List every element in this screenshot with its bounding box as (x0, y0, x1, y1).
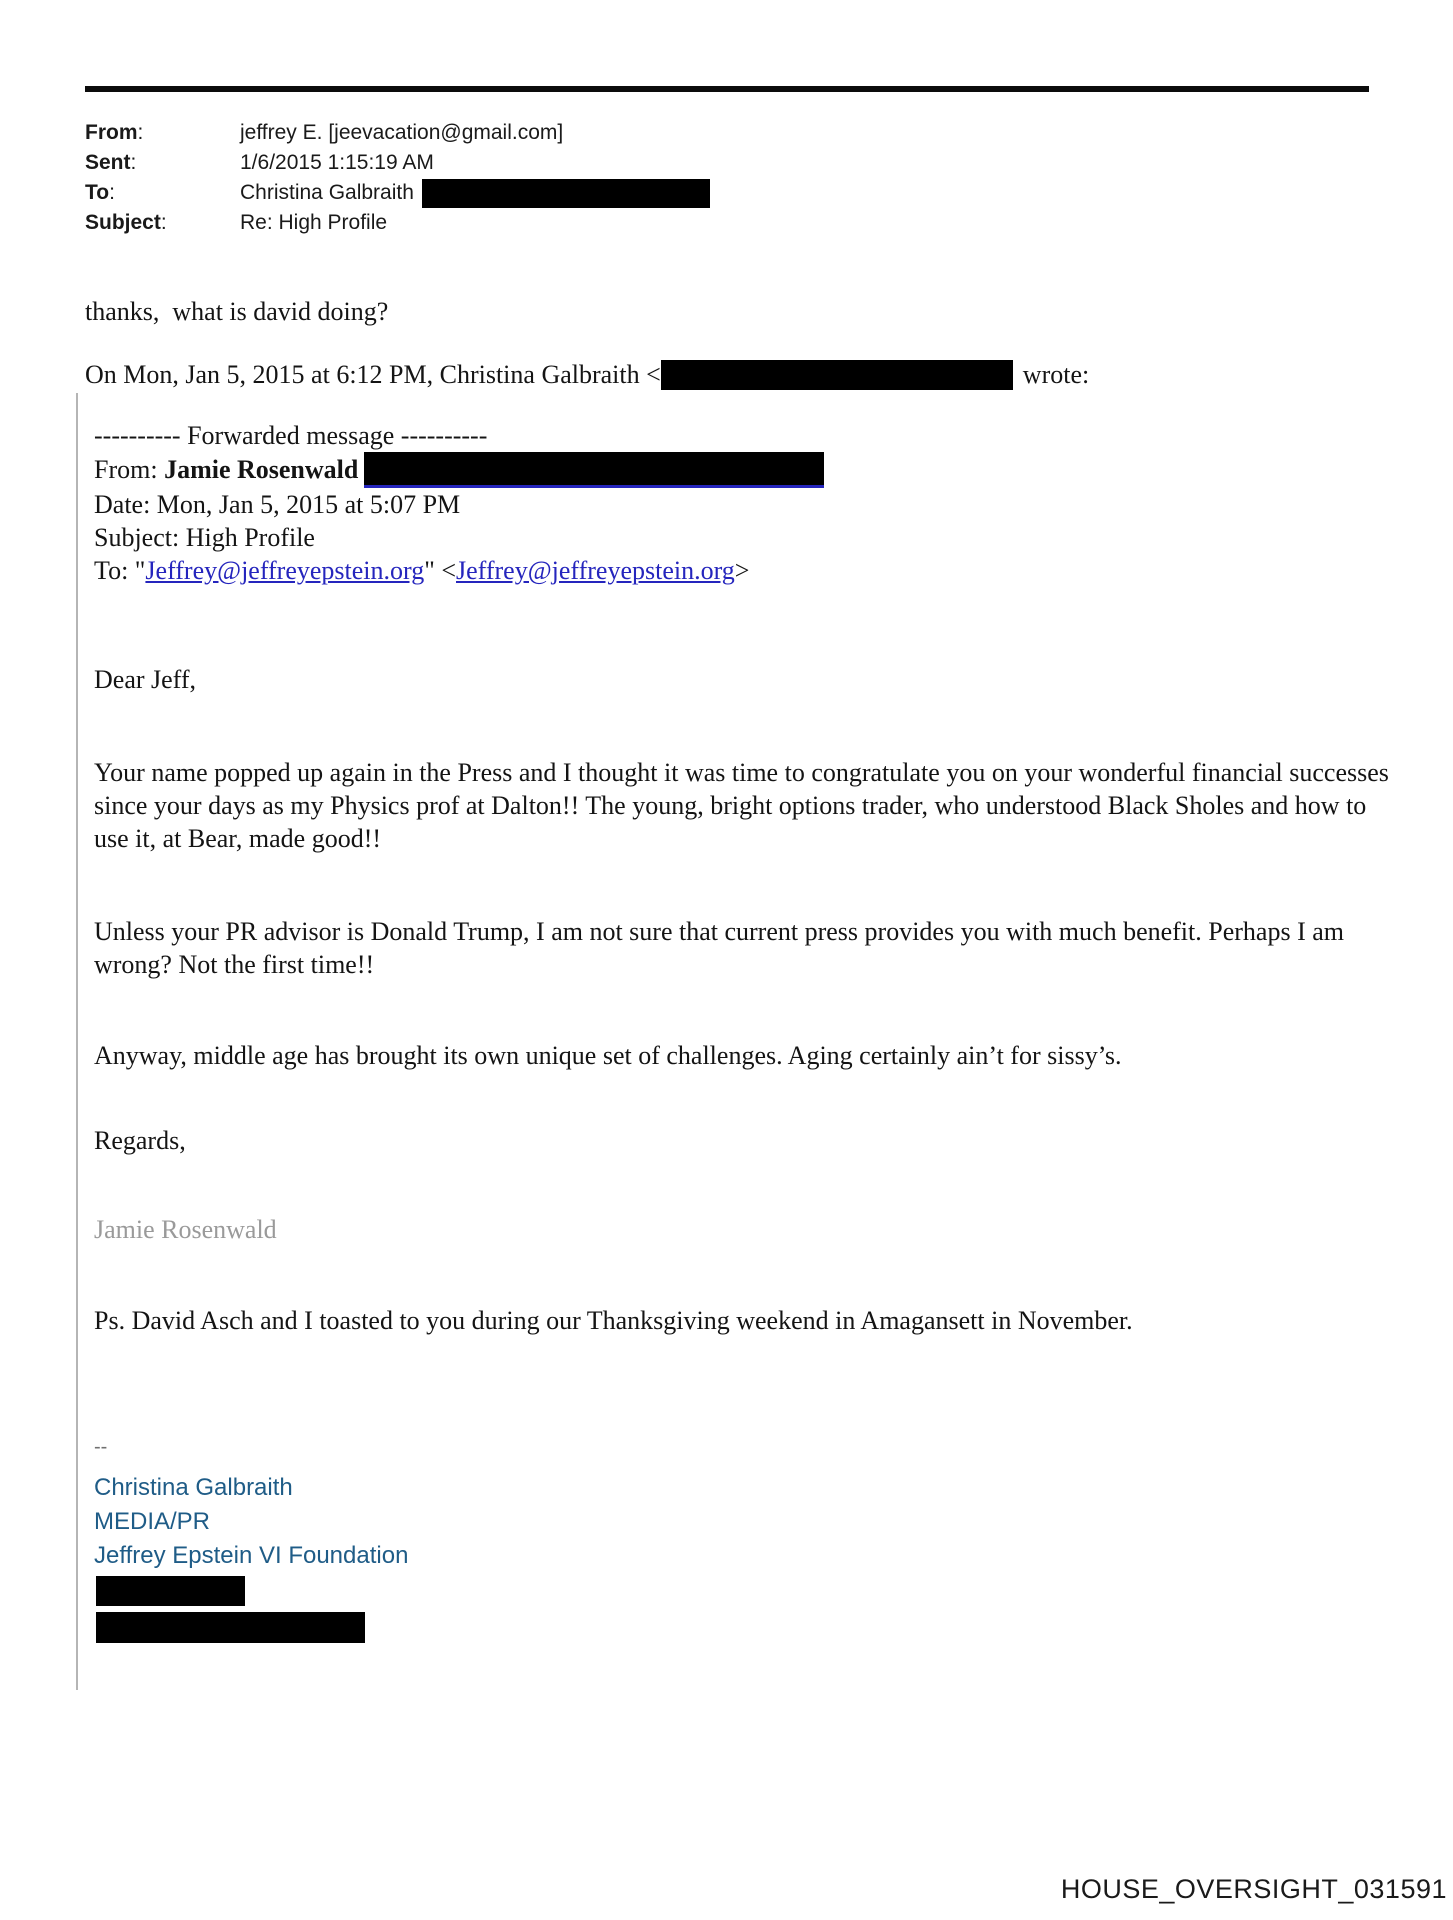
forwarded-to-mid: " < (424, 556, 456, 585)
to-label-text: To (85, 181, 110, 204)
subject-label-text: Subject (85, 211, 161, 234)
email-link[interactable]: Jeffrey@jeffreyepstein.org (456, 556, 735, 585)
header-row-from (85, 118, 710, 148)
sent-label (85, 148, 240, 178)
body-paragraph-3: Anyway, middle age has brought its own unique set of challenges. Aging certainly ain’t for sissy’s. (94, 1041, 1122, 1070)
from-label-text: From (85, 121, 138, 144)
sent-label-text: Sent (85, 151, 131, 174)
email-header (85, 118, 710, 238)
body-paragraph-2: Unless your PR advisor is Donald Trump, I am not sure that current press provides you with much benefit. Perhaps I am wrong? Not the first time!! (94, 917, 1344, 979)
subject-label-colon: : (160, 211, 167, 234)
forwarded-from-name: Jamie Rosenwald (164, 455, 359, 484)
quote-intro-prefix: On Mon, Jan 5, 2015 at 6:12 PM, Christina Galbraith < (85, 360, 661, 389)
forwarded-separator: ---------- Forwarded message ---------- (94, 421, 488, 450)
to-label-colon: : (109, 181, 115, 204)
to-value (240, 178, 710, 208)
signature-separator: -- (94, 1436, 108, 1458)
to-label (85, 178, 240, 208)
quoted-email-body (76, 393, 1406, 1690)
header-row-sent (85, 148, 710, 178)
signer-name: Jamie Rosenwald (94, 1215, 277, 1244)
forwarded-from-label: From: (94, 455, 165, 484)
from-value: jeffrey E. [jeevacation@gmail.com] (240, 121, 564, 144)
signature-org: Jeffrey Epstein VI Foundation (94, 1542, 409, 1569)
forwarded-to-quote: " (134, 556, 146, 585)
header-divider-bar (85, 86, 1369, 92)
reply-message-text: thanks, what is david doing? (85, 297, 389, 326)
bates-number-stamp: HOUSE_OVERSIGHT_031591 (1060, 1874, 1447, 1904)
redaction-bar (661, 360, 1013, 390)
forwarded-subject-line: Subject: High Profile (94, 523, 315, 552)
from-label (85, 118, 240, 148)
redaction-bar (422, 179, 710, 208)
salutation: Dear Jeff, (94, 665, 197, 694)
forwarded-to-label: To: (94, 556, 135, 585)
redaction-bar (96, 1576, 245, 1606)
closing-regards: Regards, (94, 1126, 186, 1155)
signature-name: Christina Galbraith (94, 1474, 293, 1501)
header-row-to (85, 178, 710, 208)
subject-value: Re: High Profile (240, 211, 388, 234)
forwarded-from-line (94, 452, 1406, 488)
quoted-message-intro (85, 360, 1089, 390)
from-label-colon: : (137, 121, 144, 144)
forwarded-to-close: > (734, 556, 750, 585)
forwarded-message-header (94, 419, 1406, 587)
forwarded-to-line (94, 554, 1406, 587)
sent-value: 1/6/2015 1:15:19 AM (240, 151, 434, 174)
redaction-bar (96, 1612, 365, 1643)
quote-intro-suffix: wrote: (1022, 360, 1090, 389)
to-value-text: Christina Galbraith (240, 181, 414, 204)
body-paragraph-1: Your name popped up again in the Press and I thought it was time to congratulate you on your wonderful financial successes since your days as my Physics prof at Dalton!! The young, bright options trader, who understood Black Sholes and how to use it, at Bear, made good!! (94, 758, 1389, 853)
postscript-line: Ps. David Asch and I toasted to you during our Thanksgiving weekend in Amagansett in November. (94, 1306, 1133, 1335)
header-row-subject (85, 208, 710, 238)
email-link[interactable]: Jeffrey@jeffreyepstein.org (145, 556, 425, 585)
subject-label (85, 208, 240, 238)
forwarded-date-line: Date: Mon, Jan 5, 2015 at 5:07 PM (94, 490, 461, 519)
sender-signature-block (94, 1471, 1406, 1643)
redaction-bar (364, 452, 824, 488)
sent-label-colon: : (130, 151, 137, 174)
signature-role: MEDIA/PR (94, 1508, 211, 1535)
